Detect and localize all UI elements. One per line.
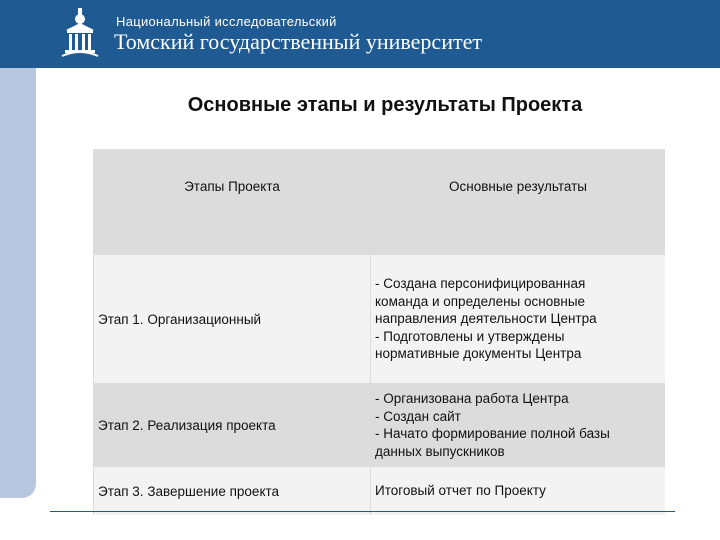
results-cell [371,255,666,383]
table-row [94,383,666,467]
table-row [94,467,666,515]
results-cell [371,467,666,515]
result-line: - Подготовлены и утверждены [375,328,565,344]
result-line: команда и определены основные [375,293,586,309]
result-line: Итоговый отчет по Проекту [375,483,546,499]
side-decoration-bar [0,68,36,498]
column-header-results: Основные результаты [371,149,666,255]
column-header-stages: Этапы Проекта [94,149,371,255]
results-cell [371,383,666,467]
stage-cell: Этап 3. Завершение проекта [94,467,371,515]
slide-title: Основные этапы и результаты Проекта [187,94,583,116]
stages-table [93,149,665,515]
table-header-row [94,149,666,255]
stage-cell: Этап 2. Реализация проекта [94,383,371,467]
result-line: данных выпускников [375,443,505,459]
tsu-logo-icon [58,6,102,62]
result-line: направления деятельности Центра [375,311,597,327]
table-row [94,255,666,383]
university-subtitle: Национальный исследовательский [116,14,337,29]
header-bar [0,0,720,68]
result-line: нормативные документы Центра [375,346,582,362]
result-line: - Создана персонифицированная [375,276,586,292]
footer-divider [50,511,675,512]
stage-cell: Этап 1. Организационный [94,255,371,383]
result-line: - Создан сайт [375,408,461,424]
result-line: - Организована работа Центра [375,391,569,406]
result-line: - Начато формирование полной базы [375,426,610,441]
university-name: Томский государственный университет [114,29,482,54]
